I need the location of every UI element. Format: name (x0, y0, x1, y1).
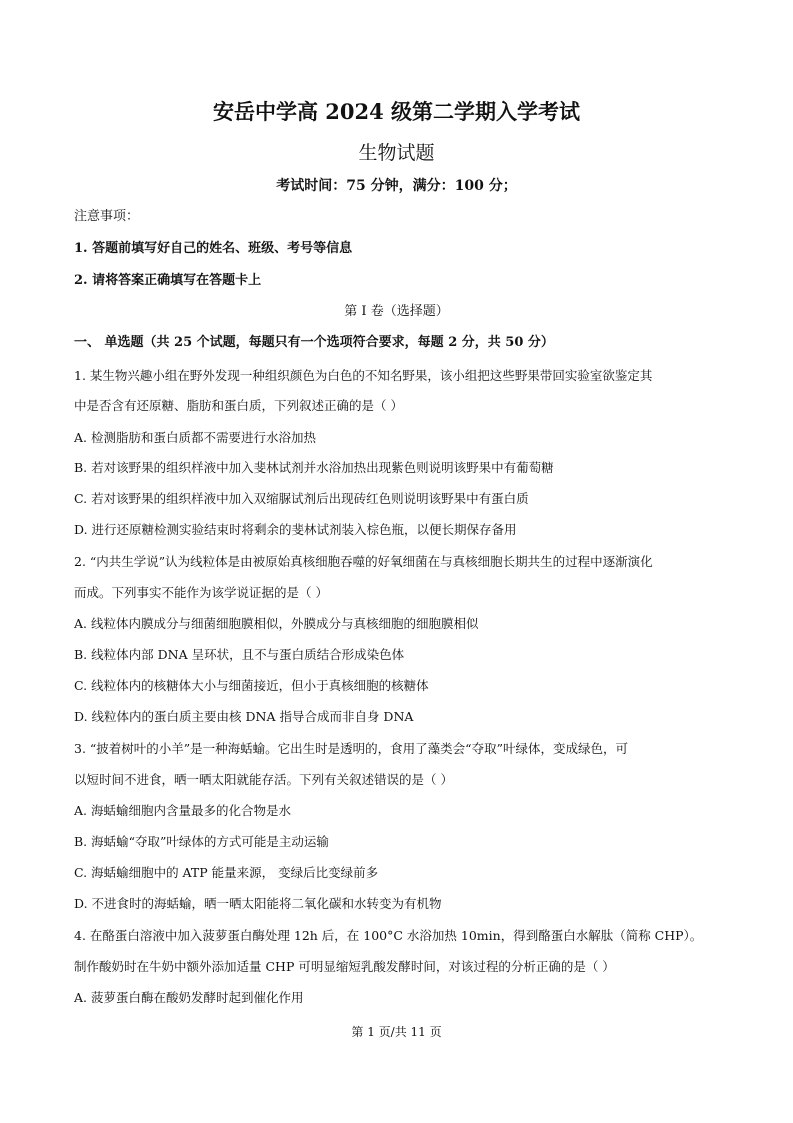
answer-option: A. 海蛞蝓细胞内含量最多的化合物是水 (74, 803, 291, 818)
exam-title: 安岳中学高 2024 级第二学期入学考试 (212, 99, 581, 124)
notice-item: 2. 请将答案正确填写在答题卡上 (74, 273, 262, 288)
question-stem-line: 以短时间不进食，晒一晒太阳就能存活。下列有关叙述错误的是（ ） (74, 772, 453, 787)
answer-option: B. 线粒体内部 DNA 呈环状，且不与蛋白质结合形成染色体 (74, 647, 405, 662)
answer-option: A. 检测脂肪和蛋白质都不需要进行水浴加热 (74, 430, 316, 445)
notice-heading: 注意事项： (74, 209, 140, 224)
answer-option: B. 若对该野果的组织样液中加入斐林试剂并水浴加热出现紫色则说明该野果中有葡萄糖 (74, 460, 554, 475)
exam-info: 考试时间：75 分钟，满分：100 分； (276, 178, 517, 194)
answer-option: D. 进行还原糖检测实验结束时将剩余的斐林试剂装入棕色瓶，以便长期保存备用 (74, 522, 517, 537)
answer-option: A. 菠萝蛋白酶在酸奶发酵时起到催化作用 (74, 990, 304, 1005)
question-stem-line: 制作酸奶时在牛奶中额外添加适量 CHP 可明显缩短乳酸发酵时间，对该过程的分析正确的是（ ） (74, 959, 615, 974)
part-heading: 一、 单选题（共 25 个试题，每题只有一个选项符合要求，每题 2 分，共 50 分） (74, 335, 554, 350)
answer-option: C. 线粒体内的核糖体大小与细菌接近，但小于真核细胞的核糖体 (74, 678, 429, 693)
answer-option: D. 线粒体内的蛋白质主要由核 DNA 指导合成而非自身 DNA (74, 709, 414, 724)
question-stem-line: 1. 某生物兴趣小组在野外发现一种组织颜色为白色的不知名野果，该小组把这些野果带回实验室欲鉴定其 (74, 368, 653, 383)
notice-item: 1. 答题前填写好自己的姓名、班级、考号等信息 (74, 241, 353, 256)
answer-option: C. 海蛞蝓细胞中的 ATP 能量来源， 变绿后比变绿前多 (74, 865, 379, 880)
question-stem-line: 中是否含有还原糖、脂肪和蛋白质，下列叙述正确的是（ ） (74, 398, 403, 413)
question-stem-line: 4. 在酪蛋白溶液中加入菠萝蛋白酶处理 12h 后，在 100°C 水浴加热 10min，得到酪蛋白水解肽（简称 CHP）。 (74, 928, 703, 943)
page-footer: 第 1 页/共 11 页 (351, 1025, 442, 1039)
answer-option: A. 线粒体内膜成分与细菌细胞膜相似，外膜成分与真核细胞的细胞膜相似 (74, 616, 479, 631)
section-title: 第 I 卷（选择题） (344, 304, 449, 319)
answer-option: C. 若对该野果的组织样液中加入双缩脲试剂后出现砖红色则说明该野果中有蛋白质 (74, 491, 529, 506)
question-stem-line: 2. “内共生学说”认为线粒体是由被原始真核细胞吞噬的好氧细菌在与真核细胞长期共生的过程中逐渐演化 (74, 554, 653, 569)
question-stem-line: 3. “披着树叶的小羊”是一种海蛞蝓。它出生时是透明的，食用了藻类会“夺取”叶绿体，变成绿色，可 (74, 741, 628, 756)
subject-title: 生物试题 (358, 142, 435, 164)
question-stem-line: 而成。下列事实不能作为该学说证据的是（ ） (74, 585, 328, 600)
answer-option: D. 不进食时的海蛞蝓，晒一晒太阳能将二氧化碳和水转变为有机物 (74, 896, 442, 911)
answer-option: B. 海蛞蝓“夺取”叶绿体的方式可能是主动运输 (74, 834, 329, 849)
